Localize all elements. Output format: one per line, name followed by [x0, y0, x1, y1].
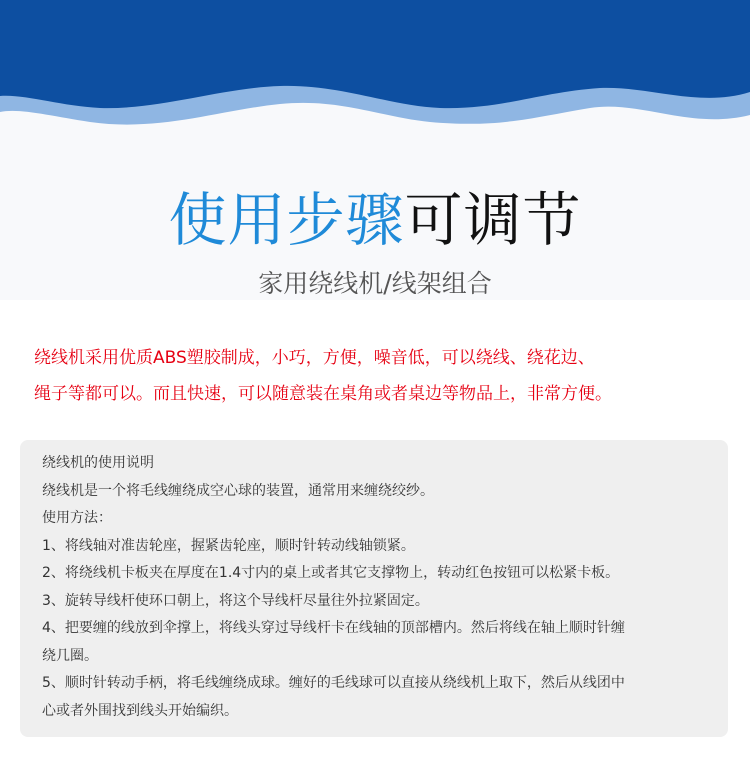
instruction-step-5: 5、顺时针转动手柄，将毛线缠绕成球。缠好的毛线球可以直接从绕线机上取下，然后从线团中 — [42, 675, 625, 691]
instructions-heading: 绕线机的使用说明 — [42, 455, 154, 471]
instruction-line: 绕线机是一个将毛线缠绕成空心球的装置，通常用来缠绕绞纱。 — [42, 482, 434, 499]
intro-text — [34, 340, 724, 412]
intro-line: 绕线机采用优质ABS塑胶制成，小巧，方便，噪音低，可以绕线、绕花边、 — [34, 348, 595, 368]
title-black-part: 可调节 — [404, 186, 582, 254]
instruction-step-4-cont: 绕几圈。 — [42, 647, 98, 664]
instructions-text — [42, 450, 712, 725]
instruction-line: 使用方法： — [42, 510, 112, 526]
page-title — [0, 185, 750, 255]
instructions-panel — [20, 440, 728, 737]
intro-line: 绳子等都可以。而且快速，可以随意装在桌角或者桌边等物品上，非常方便。 — [34, 384, 612, 404]
instruction-step-5-cont: 心或者外围找到线头开始编织。 — [42, 702, 238, 719]
instruction-step-3: 3、旋转导线杆使环口朝上，将这个导线杆尽量往外拉紧固定。 — [42, 592, 429, 609]
wave-banner — [0, 0, 750, 145]
instruction-step-1: 1、将线轴对准齿轮座，握紧齿轮座，顺时针转动线轴锁紧。 — [42, 537, 415, 554]
instruction-step-2: 2、将绕线机卡板夹在厚度在1.4寸内的桌上或者其它支撑物上，转动红色按钮可以松紧卡板。 — [42, 565, 620, 581]
title-blue-part: 使用步骤 — [168, 186, 405, 254]
instruction-step-4: 4、把要缠的线放到伞撑上，将线头穿过导线杆卡在线轴的顶部槽内。然后将线在轴上顺时针缠 — [42, 620, 625, 636]
page-subtitle: 家用绕线机/线架组合 — [258, 269, 492, 298]
